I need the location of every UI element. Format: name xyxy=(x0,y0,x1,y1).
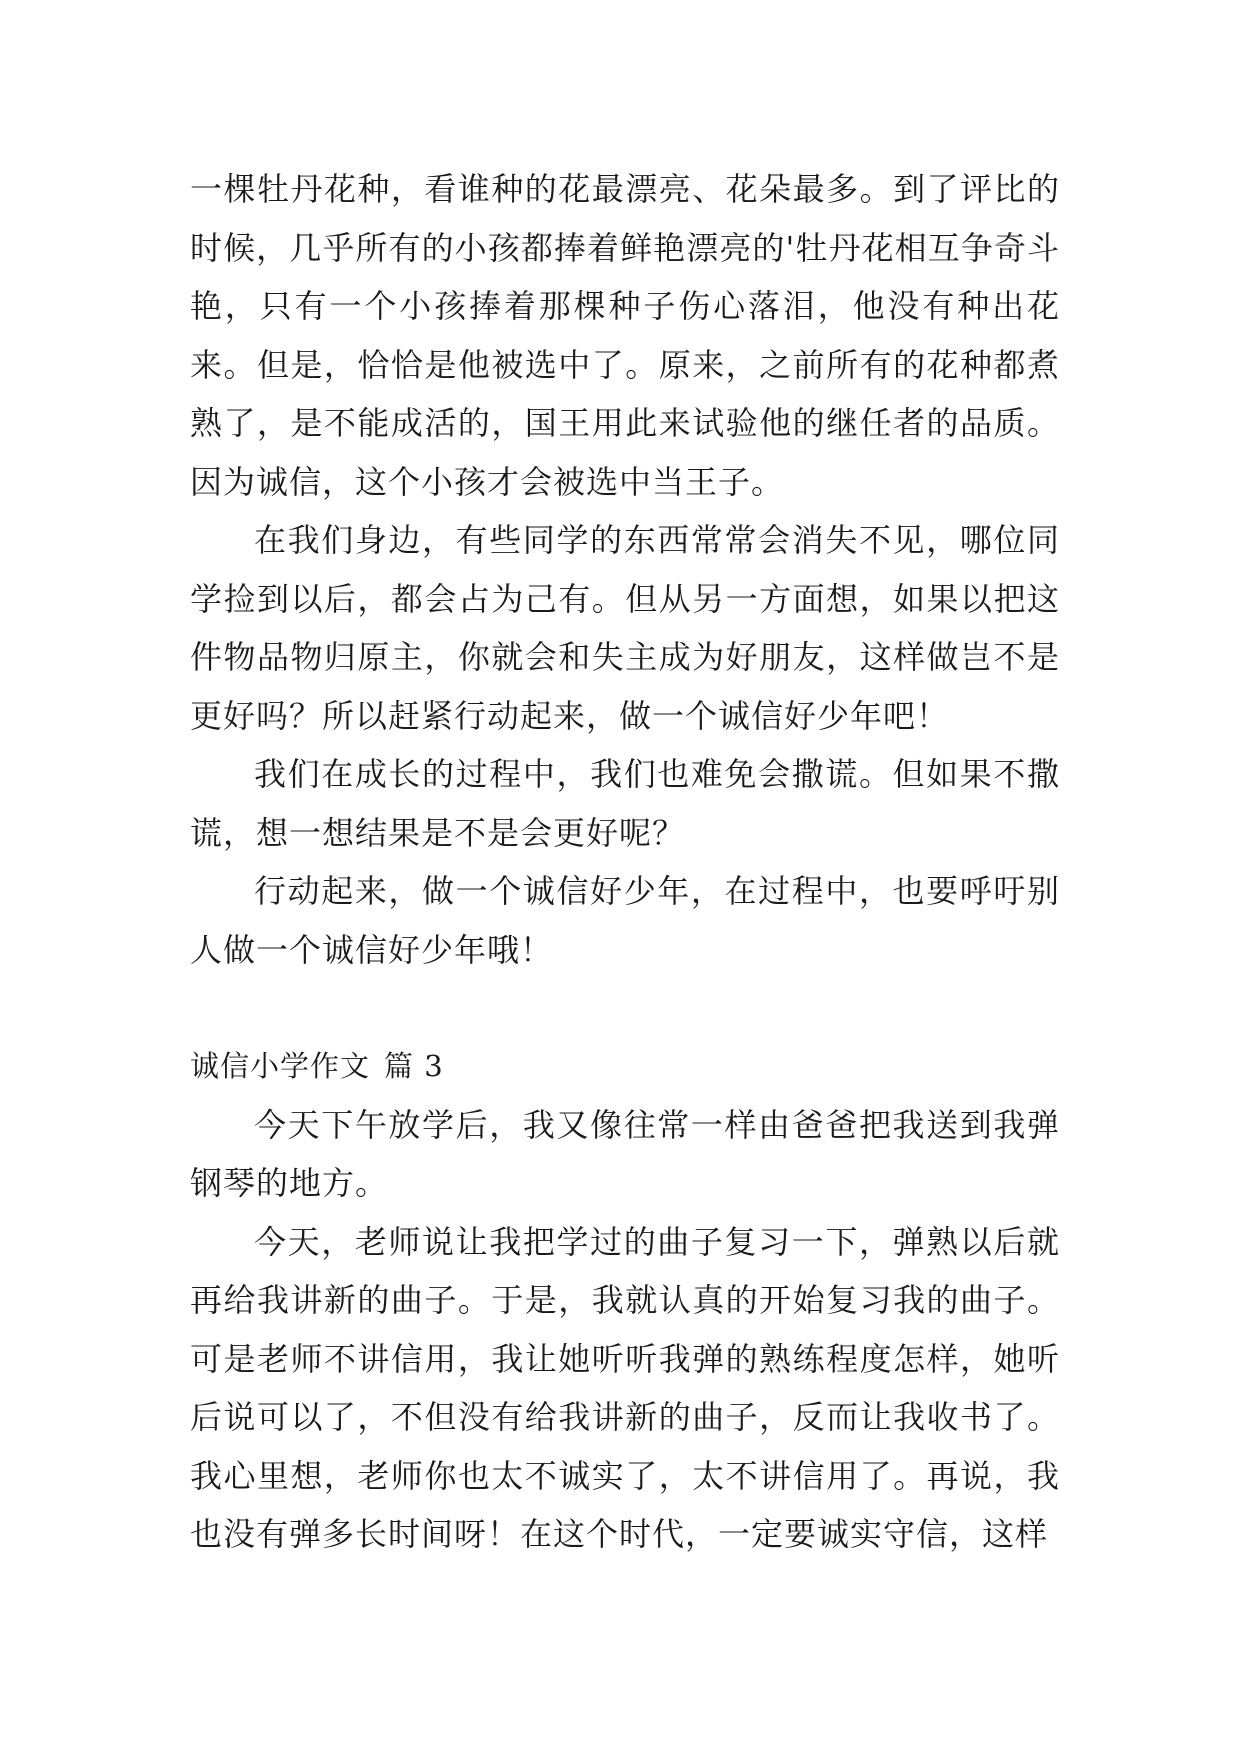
section-title-text: 诚信小学作文 xyxy=(190,1049,371,1083)
document-page xyxy=(190,160,1060,1564)
section-heading xyxy=(190,1037,1060,1096)
paragraph-lying: 我们在成长的过程中，我们也难免会撒谎。但如果不撒谎，想一想结果是不是会更好呢？ xyxy=(190,755,1060,852)
paragraph-piano-teacher: 今天，老师说让我把学过的曲子复习一下，弹熟以后就再给我讲新的曲子。于是，我就认真的开始复习我的曲子。可是老师不讲信用，我让她听听我弹的熟练程度怎样，她听后说可以了，不但没有给我讲新的曲子，反而让我收书了。我心里想，老师你也太不诚实了，太不讲信用了。再说，我也没有弹多长时间呀！在这个时代，一定要诚实守信，这样 xyxy=(190,1222,1060,1553)
paragraph-story-ending: 一棵牡丹花种，看谁种的花最漂亮、花朵最多。到了评比的时候，几乎所有的小孩都捧着鲜艳漂亮的'牡丹花相互争奇斗艳，只有一个小孩捧着那棵种子伤心落泪，他没有种出花来。但是，恰恰是他被选中了。原来，之前所有的花种都煮熟了，是不能成活的，国王用此来试验他的继任者的品质。因为诚信，这个小孩才会被选中当王子。 xyxy=(190,170,1060,501)
paragraph-call-to-action: 行动起来，做一个诚信好少年，在过程中，也要呼吁别人做一个诚信好少年哦！ xyxy=(190,872,1060,969)
section-number: 篇 3 xyxy=(384,1049,444,1083)
paragraph-lost-items: 在我们身边，有些同学的东西常常会消失不见，哪位同学捡到以后，都会占为己有。但从另一方面想，如果以把这件物品物归原主，你就会和失主成为好朋友，这样做岂不是更好吗？所以赶紧行动起来，做一个诚信好少年吧！ xyxy=(190,521,1060,735)
paragraph-piano-intro: 今天下午放学后，我又像往常一样由爸爸把我送到我弹钢琴的地方。 xyxy=(190,1105,1060,1202)
